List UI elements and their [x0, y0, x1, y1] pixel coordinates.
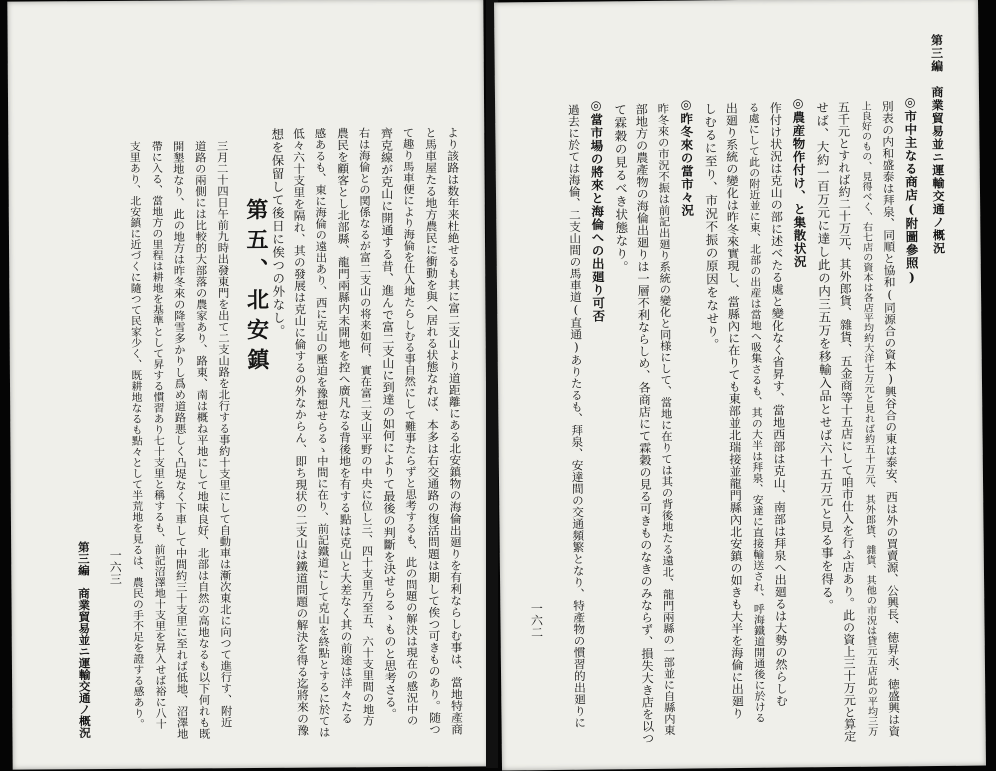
- section-title: ◎當市場の將來と海倫への出廻り可否: [588, 97, 606, 323]
- paragraph-line: 低々六十支里を隔れ、其の發展は克山に倫するの外なからん、即ち現状の二支山は鐵道問題の解決を得る迄將來の豫: [291, 127, 311, 737]
- running-header-left: 第三編 商業貿易並ニ運輸交通ノ概況: [76, 541, 93, 739]
- right-page: [494, 0, 986, 771]
- paragraph-line: 帶に入る、當地方の里程は耕地を基準として昇する慣習あり七十支里と稱するも、前記沼澤地十支里を昇入せば裕に八十: [150, 140, 168, 730]
- page-number-right: 一六二: [529, 602, 544, 639]
- paragraph-line: と馬車屋たる地方農民に衝動を與へ居れる状態なれば、本多は右交通路の復活問題は期して俟つ可きものあり。随つ: [423, 126, 443, 736]
- paragraph-line: 五千元とすれば約二十万元、其外郎貨、雜貨、五金商等十五店にして咱市仕入を行ふ店あり。此の資上三十万元と算定: [836, 100, 857, 743]
- section-title: ◎市中主なる商店(附圖參照): [902, 94, 920, 286]
- paragraph-line: 昨冬來の市況不振は前記出廻り系統の變化と同様にして、當地に在りては其の背後地たる遠北、龍門兩縣の一部並に自縣内東: [656, 102, 676, 736]
- paragraph-line: 感あるも、東に海倫の遠出あり、西に克山の壓迫を豫想せらるゝ中間に在り、前記鐵道にして克山を終點とするに於ては: [313, 127, 331, 738]
- paragraph-line: 別表の内和盛泰は拜泉、同順と協和(同源合の資本)興谷合の東は泰安、西は外の買賣源、公興長、徳昇永、徳盛興は資: [880, 100, 902, 737]
- paragraph-line: 作付け状況は克山の部に述べたる處と變化なく省昇す、當地西部は克山、南部は拜泉へ出廻るは大勢の然らしむ: [768, 101, 789, 707]
- paragraph-line: て趣り馬車便により海倫を仕入地たらしむる事自然にして難事たらずと思考するも、此の問題の解決は現在の感況中の: [401, 126, 419, 726]
- running-header-right: 第三編 商業貿易並ニ運輸交通ノ概況: [929, 33, 946, 255]
- paragraph-line: しむるに至り、市況不振の原因をなせり。: [702, 102, 721, 352]
- paragraph-line: 過去に於ては海倫、二支山間の馬車道(直通)ありたるも、拜泉、安達間の交通頻繁となり、特產物の慣習的出廻りに: [566, 103, 588, 729]
- paragraph-line: 開墾地なり、此の地方は昨冬來の降雪多かりし爲め道路悪しく凸堤なく下車して中間約三十支里に至れば低地、沼澤地: [171, 140, 189, 740]
- paragraph-line: 出廻り系統の變化は昨冬來實現し、當縣內に在りても東部並北瑞接並龍門縣內北安鎮の如きも大半を海倫に出廻り: [724, 102, 745, 720]
- paragraph-line: より該路は数年来杜絶せるも其に富二支山より道距離にある北安鎮物の海倫出廻りを有利ならしむ事は、當地特產商: [445, 126, 465, 736]
- paragraph-line: 想を保留して後日に俟つの外なし。: [269, 127, 287, 338]
- paragraph-line: 道路の兩側には比較的大部落の農家あり、路東、南は概ね平地にして地味良好、北部は自然の高地なるも以下何れも既: [193, 140, 211, 740]
- section-title: ◎昨冬來の當市々況: [678, 96, 695, 218]
- paragraph-line: 部地方の農產物の海倫出廻りは一層不利ならしめ、各商店にて霖穀の見る可きものなきのみならず、損失大き店を以つ: [634, 102, 655, 745]
- page-number-left: 一六三: [108, 548, 123, 585]
- paragraph-line: て霖穀の見るべき状態なり。: [612, 103, 630, 274]
- paragraph-line: 上良好のもの、見得べく、右七店の資本は各店平均約大洋七万元と見れば約五十万元、其外郎貨、雜貨、其他の市況は貸元五店此の平均三万: [859, 100, 877, 737]
- paragraph-line: 右は海倫との関係なるが富二支山の将来如何、實在富二支山平野の中央に位し三、四十支里乃至五、六十支里間の地方: [357, 127, 375, 727]
- paragraph-line: 三月二十四日午前九時出發東門を出て二支山路を北行する事約十支里にして自動車は漸次東北に向つて進行す、附近: [215, 140, 233, 728]
- paragraph-line: 支里あり、北安鎮に近づくに隨つて民家少く、既耕地なるも點々として半荒地を見るは、農民の手不足を證する感あり。: [128, 140, 146, 730]
- paragraph-line: せば、大約一百万元に達し此の内三五万を移輸入品とせば六十五万元と見る事を得る。: [814, 101, 835, 613]
- section-title: ◎農産物作付け、と集散状況: [790, 95, 808, 269]
- paragraph-line: 農民を顧客とし北部縣、龍門兩縣内未開地を控へ廣凡なる背後地を有する點は克山と大差なく其の前途は洋々たる: [335, 127, 355, 725]
- left-page: [7, 0, 488, 770]
- paragraph-line: 齊克線が克山に開通する昔、進んで富二支山に到達の如何によりて最後の判斷を決せらるゝものと思考さる。: [379, 126, 398, 720]
- paragraph-line: る處にして此の附近並に東、北部の出産は當地へ吸集さるも、其の大半は拜泉、安達に直接輸送され、呼海鐵道開通後に於ける: [746, 101, 767, 724]
- section-heading: 第五、北安鎮: [242, 197, 270, 379]
